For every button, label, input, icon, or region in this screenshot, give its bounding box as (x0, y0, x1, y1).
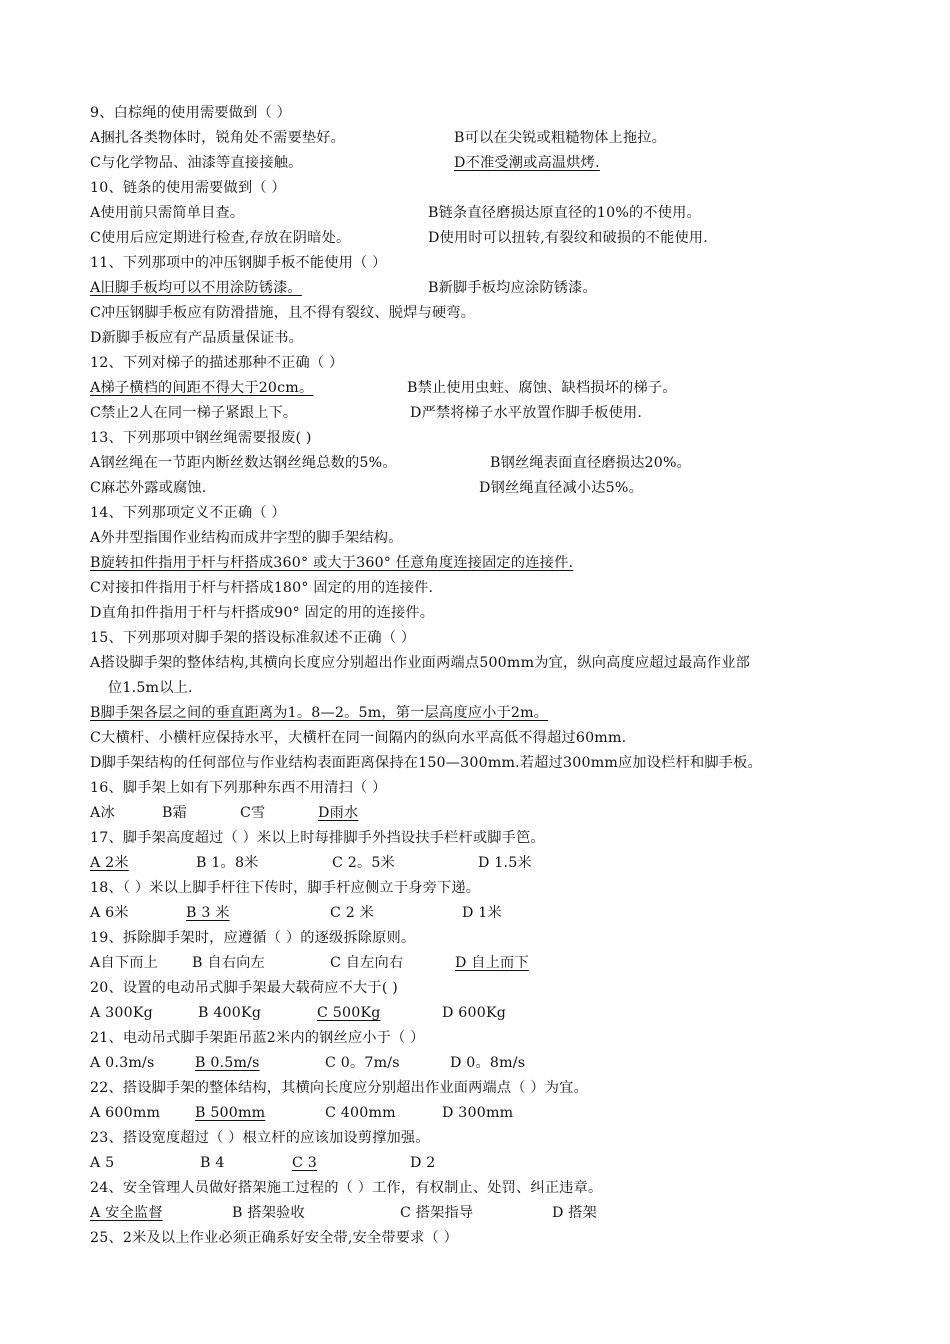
q12-option-b: B禁止使用虫蛀、腐蚀、缺档损坏的梯子。 (407, 380, 677, 396)
q14-option-c: C对接扣件指用于杆与杆搭成180° 固定的用的连接件. (90, 580, 434, 596)
q14-option-b-answer: B旋转扣件指用于杆与杆搭成360° 或大于360° 任意角度连接固定的连接件. (90, 555, 574, 571)
q11-option-a-answer: A旧脚手板均可以不用涂防锈漆。 (90, 280, 302, 296)
q13-option-d: D钢丝绳直径减小达5%。 (479, 480, 643, 496)
q11-option-d: D新脚手板应有产品质量保证书。 (90, 330, 304, 346)
question-24: 24、安全管理人员做好搭架施工过程的（ ）工作，有权制止、处罚、纠正违章。 (90, 1180, 603, 1196)
question-22: 22、搭设脚手架的整体结构，其横向长度应分别超出作业面两端点（ ）为宜。 (90, 1080, 588, 1096)
question-18: 18、（ ）米以上脚手杆往下传时，脚手杆应侧立于身旁下递。 (90, 880, 481, 896)
q10-option-c: C使用后应定期进行检查,存放在阴暗处。 (90, 230, 351, 246)
q24-option-c: C 搭架指导 (400, 1205, 474, 1221)
q17-option-d: D 1.5米 (478, 855, 532, 871)
q22-option-d: D 300mm (442, 1105, 514, 1121)
q17-option-b: B 1。8米 (196, 855, 259, 871)
q16-option-c: C雪 (240, 805, 266, 821)
q9-option-c: C与化学物品、油漆等直接接触。 (90, 155, 303, 171)
q21-option-d: D 0。8m/s (450, 1055, 526, 1071)
q19-option-d-answer: D 自上而下 (455, 955, 529, 971)
q12-option-c: C禁止2人在同一梯子紧跟上下。 (90, 405, 298, 421)
q22-option-c: C 400mm (325, 1105, 396, 1121)
q15-option-d: D脚手架结构的任何部位与作业结构表面距离保持在150—300mm.若超过300mm应加设栏杆和脚手板。 (90, 755, 762, 771)
q15-option-a: A搭设脚手架的整体结构,其横向长度应分别超出作业面两端点500mm为宜，纵向高度应超过最高作业部 (90, 655, 751, 671)
q17-option-a-answer: A 2米 (90, 855, 129, 871)
q9-option-b: B可以在尖锐或粗糙物体上拖拉。 (454, 130, 667, 146)
question-16: 16、脚手架上如有下列那种东西不用清扫（ ） (90, 780, 387, 796)
question-13: 13、下列那项中钢丝绳需要报废( ) (90, 430, 312, 446)
question-15: 15、下列那项对脚手架的搭设标准叙述不正确（ ） (90, 630, 416, 646)
q23-option-c-answer: C 3 (292, 1155, 317, 1171)
q11-option-c: C冲压钢脚手板应有防滑措施，且不得有裂纹、脱焊与硬弯。 (90, 305, 476, 321)
q18-option-b-answer: B 3 米 (186, 905, 230, 921)
question-9: 9、白棕绳的使用需要做到（ ） (90, 105, 291, 121)
q13-option-a: A钢丝绳在一节距内断丝数达钢丝绳总数的5%。 (90, 455, 397, 471)
question-17: 17、脚手架高度超过（ ）米以上时每排脚手外挡设扶手栏杆或脚手笆。 (90, 830, 545, 846)
q23-option-b: B 4 (200, 1155, 225, 1171)
question-11: 11、下列那项中的冲压钢脚手板不能使用（ ） (90, 255, 387, 271)
question-25: 25、2米及以上作业必须正确系好安全带,安全带要求（ ） (90, 1230, 459, 1246)
q21-option-b-answer: B 0.5m/s (195, 1055, 260, 1071)
q24-option-d: D 搭架 (552, 1205, 598, 1221)
q21-option-c: C 0。7m/s (325, 1055, 400, 1071)
q22-option-a: A 600mm (90, 1105, 161, 1121)
q9-option-a: A捆扎各类物体时，锐角处不需要垫好。 (90, 130, 346, 146)
q15-option-c: C大横杆、小横杆应保持水平，大横杆在同一间隔内的纵向水平高低不得超过60mm. (90, 730, 627, 746)
question-12: 12、下列对梯子的描述那种不正确（ ） (90, 355, 344, 371)
q15-option-a-continued: 位1.5m以上. (108, 680, 193, 696)
q20-option-d: D 600Kg (442, 1005, 507, 1021)
q12-option-a-answer: A梯子横档的间距不得大于20cm。 (90, 380, 314, 396)
q13-option-b: B钢丝绳表面直径磨损达20%。 (490, 455, 692, 471)
q23-option-d: D 2 (410, 1155, 436, 1171)
q19-option-b: B 自右向左 (192, 955, 265, 971)
q22-option-b-answer: B 500mm (195, 1105, 266, 1121)
q18-option-c: C 2 米 (330, 905, 375, 921)
q18-option-a: A 6米 (90, 905, 129, 921)
q21-option-a: A 0.3m/s (90, 1055, 155, 1071)
q20-option-b: B 400Kg (198, 1005, 262, 1021)
q24-option-b: B 搭架验收 (232, 1205, 305, 1221)
question-23: 23、搭设宽度超过（ ）根立杆的应该加设剪撑加强。 (90, 1130, 430, 1146)
question-14: 14、下列那项定义不正确（ ） (90, 505, 286, 521)
q24-option-a-answer: A 安全监督 (90, 1205, 163, 1221)
q20-option-a: A 300Kg (90, 1005, 153, 1021)
q10-option-a: A使用前只需简单目查。 (90, 205, 245, 221)
q19-option-a: A自下而上 (90, 955, 158, 971)
q11-option-b: B新脚手板均应涂防锈漆。 (428, 280, 597, 296)
q18-option-d: D 1米 (462, 905, 502, 921)
q15-option-b-answer: B脚手架各层之间的垂直距离为1。8—2。5m，第一层高度应小于2m。 (90, 705, 549, 721)
q10-option-d: D使用时可以扭转,有裂纹和破损的不能使用. (428, 230, 708, 246)
q14-option-a: A外井型指围作业结构而成井字型的脚手架结构。 (90, 530, 403, 546)
question-10: 10、链条的使用需要做到（ ） (90, 180, 286, 196)
q10-option-b: B链条直径磨损达原直径的10%的不使用。 (428, 205, 701, 221)
question-21: 21、电动吊式脚手架距吊蓝2米内的钢丝应小于（ ） (90, 1030, 425, 1046)
q16-option-a: A冰 (90, 805, 115, 821)
q13-option-c: C麻芯外露或腐蚀. (90, 480, 207, 496)
q16-option-b: B霜 (162, 805, 188, 821)
q16-option-d-answer: D雨水 (318, 805, 359, 821)
q19-option-c: C 自左向右 (330, 955, 404, 971)
q14-option-d: D直角扣件指用于杆与杆搭成90° 固定的用的连接件。 (90, 605, 435, 621)
q12-option-d: D严禁将梯子水平放置作脚手板使用. (410, 405, 643, 421)
q9-option-d-answer: D不准受潮或高温烘烤. (454, 155, 600, 171)
q23-option-a: A 5 (90, 1155, 115, 1171)
q20-option-c-answer: C 500Kg (317, 1005, 381, 1021)
question-20: 20、设置的电动吊式脚手架最大载荷应不大于( ) (90, 980, 398, 996)
q17-option-c: C 2。5米 (332, 855, 395, 871)
question-19: 19、拆除脚手架时，应遵循（ ）的逐级拆除原则。 (90, 930, 416, 946)
